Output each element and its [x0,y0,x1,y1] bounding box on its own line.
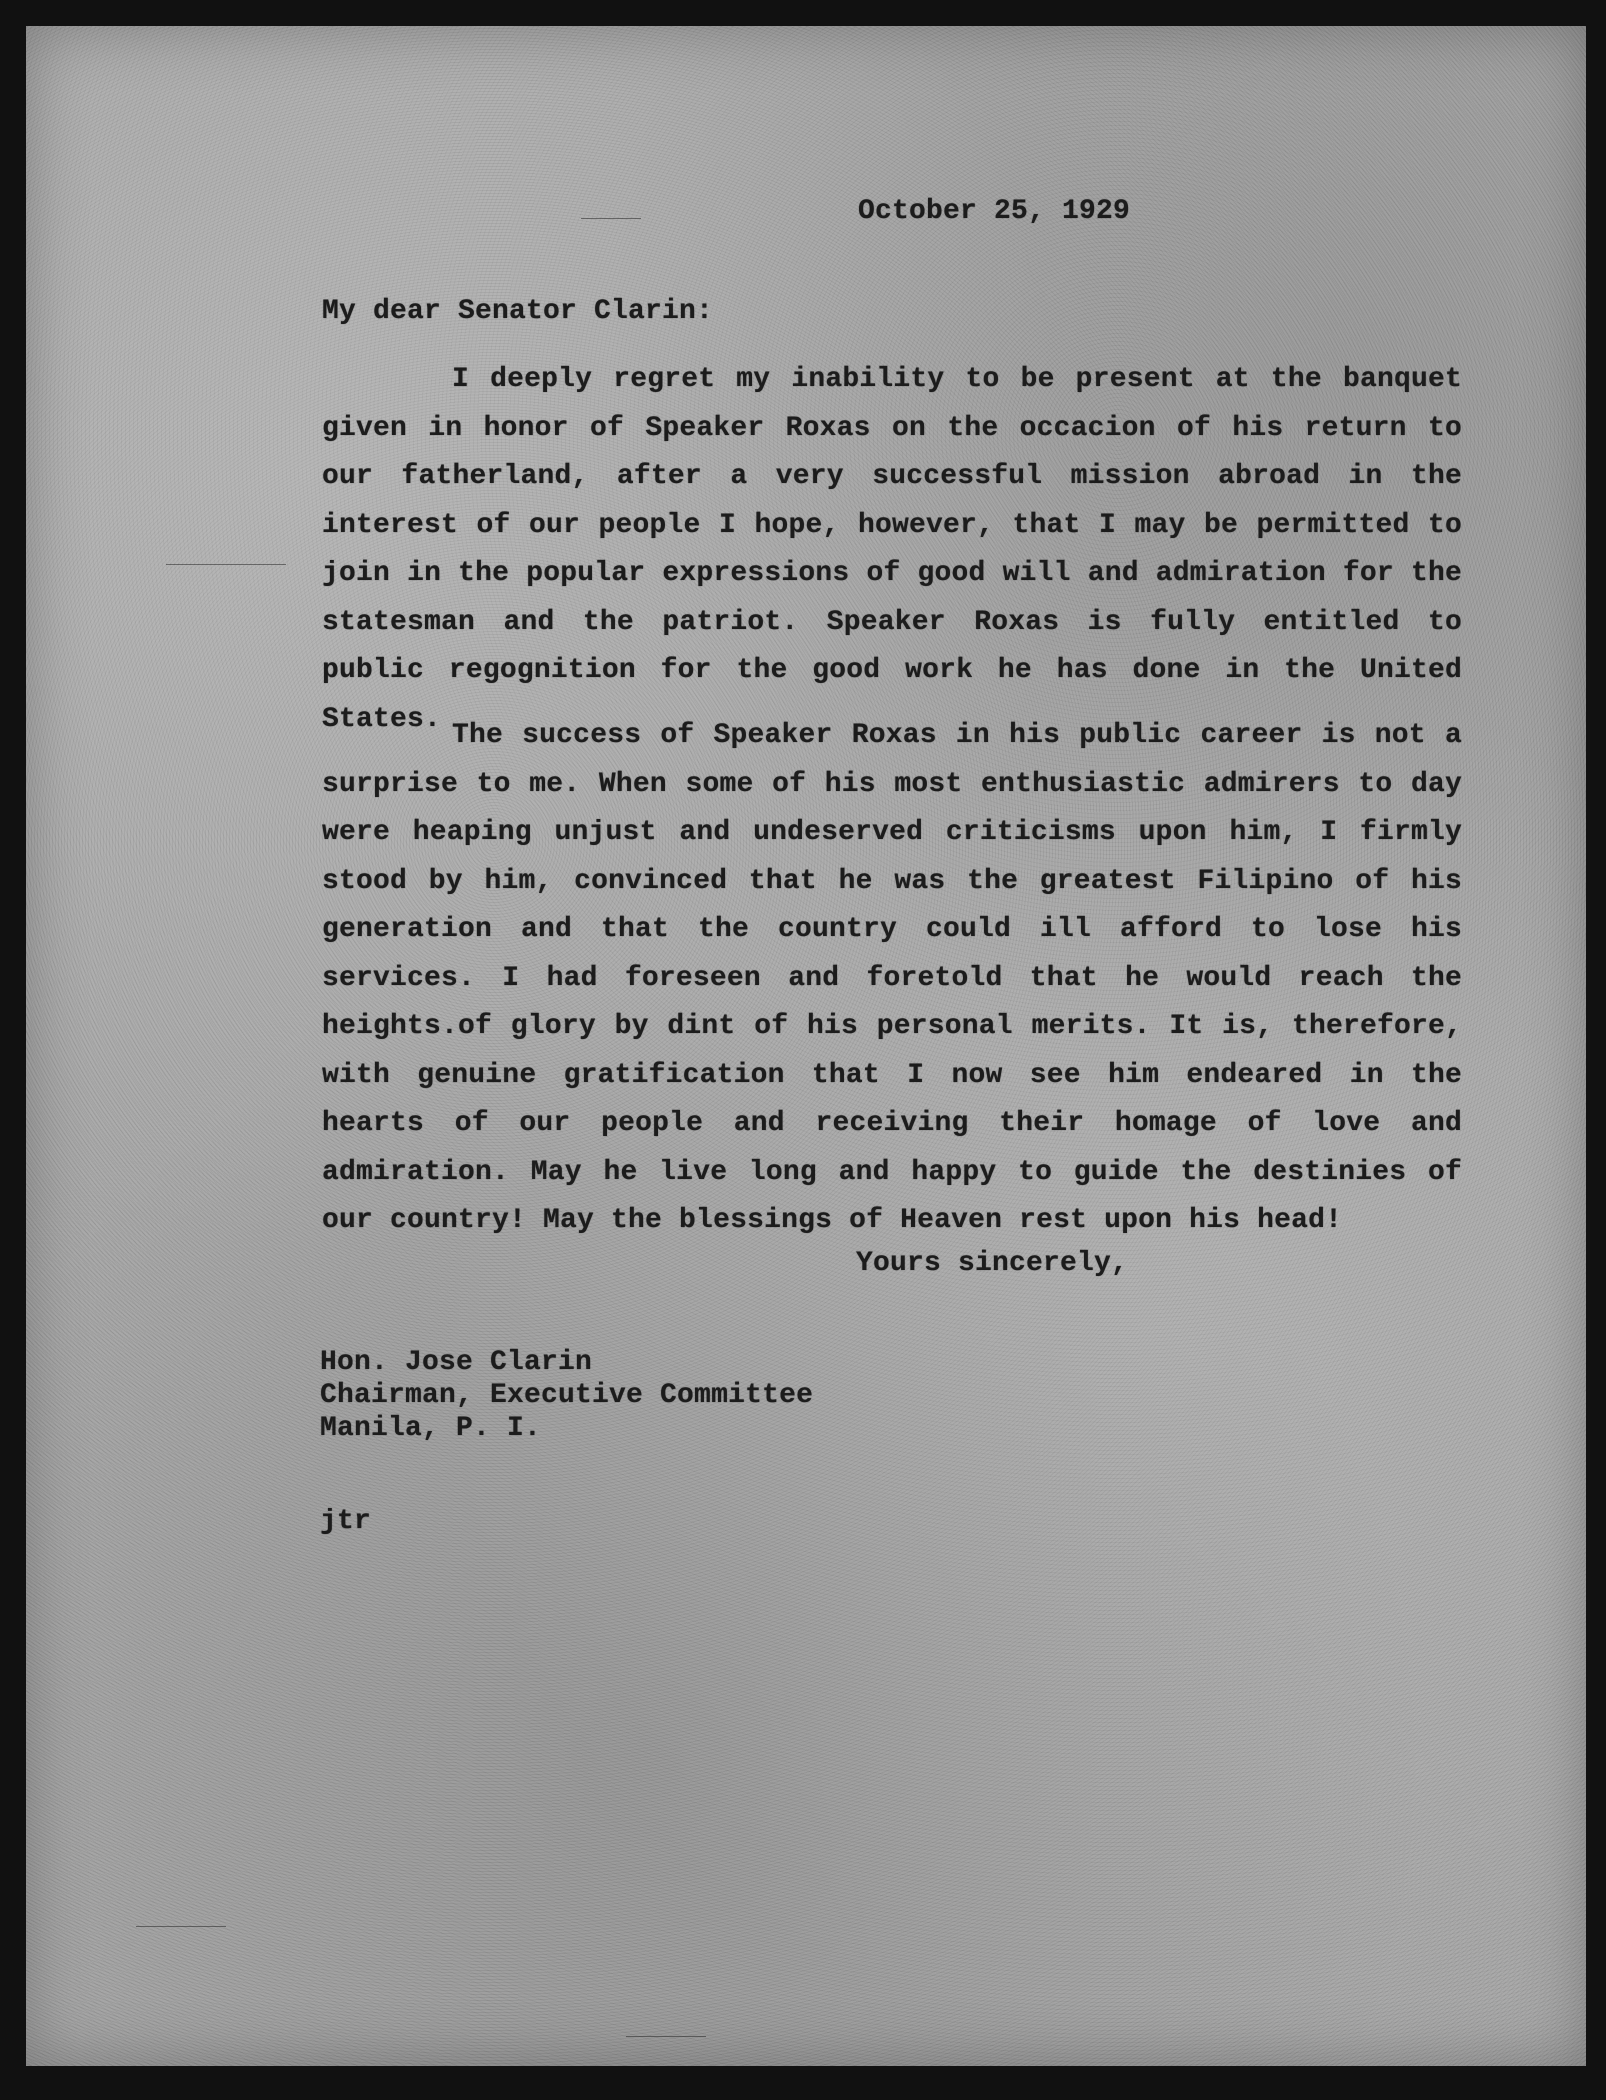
recipient-location: Manila, P. I. [320,1413,542,1444]
scan-mark [166,564,286,565]
closing: Yours sincerely, [856,1248,1129,1279]
scan-mark [581,218,641,219]
recipient-title: Chairman, Executive Committee [320,1380,814,1411]
body-paragraph-1 [322,356,1462,744]
recipient-name: Hon. Jose Clarin [320,1347,593,1378]
paragraph-text: I deeply regret my inability to be present at the banquet given in honor of Speaker Roxas on the occacion of his return to our fatherland, after a very successful mission abroad in the interest of our people I hope, however, that I may be permitted to join in the popular expressions of good will and admiration for the statesman and the patriot. Speaker Roxas is fully entitled to public regognition for the good work he has done in the United States. [322,364,1462,735]
salutation: My dear Senator Clarin: [322,296,714,327]
letter-date: October 25, 1929 [858,196,1131,227]
paragraph-text: The success of Speaker Roxas in his public career is not a surprise to me. When some of his most enthusiastic admirers to day were heaping unjust and undeserved criticisms upon him, I firmly stood by him, convinced that he was the greatest Filipino of his generation and that the country could ill afford to lose his services. I had foreseen and foretold that he would reach the heights.of glory by dint of his personal merits. It is, therefore, with genuine gratification that I now see him endeared in the hearts of our people and receiving their homage of love and admiration. May he live long and happy to guide the destinies of our country! May the blessings of Heaven rest upon his head! [322,720,1462,1236]
body-paragraph-2 [322,712,1462,1246]
scan-mark [626,2036,706,2037]
scan-mark [136,1926,226,1927]
typist-initials: jtr [320,1506,372,1537]
recipient-address [320,1346,813,1445]
